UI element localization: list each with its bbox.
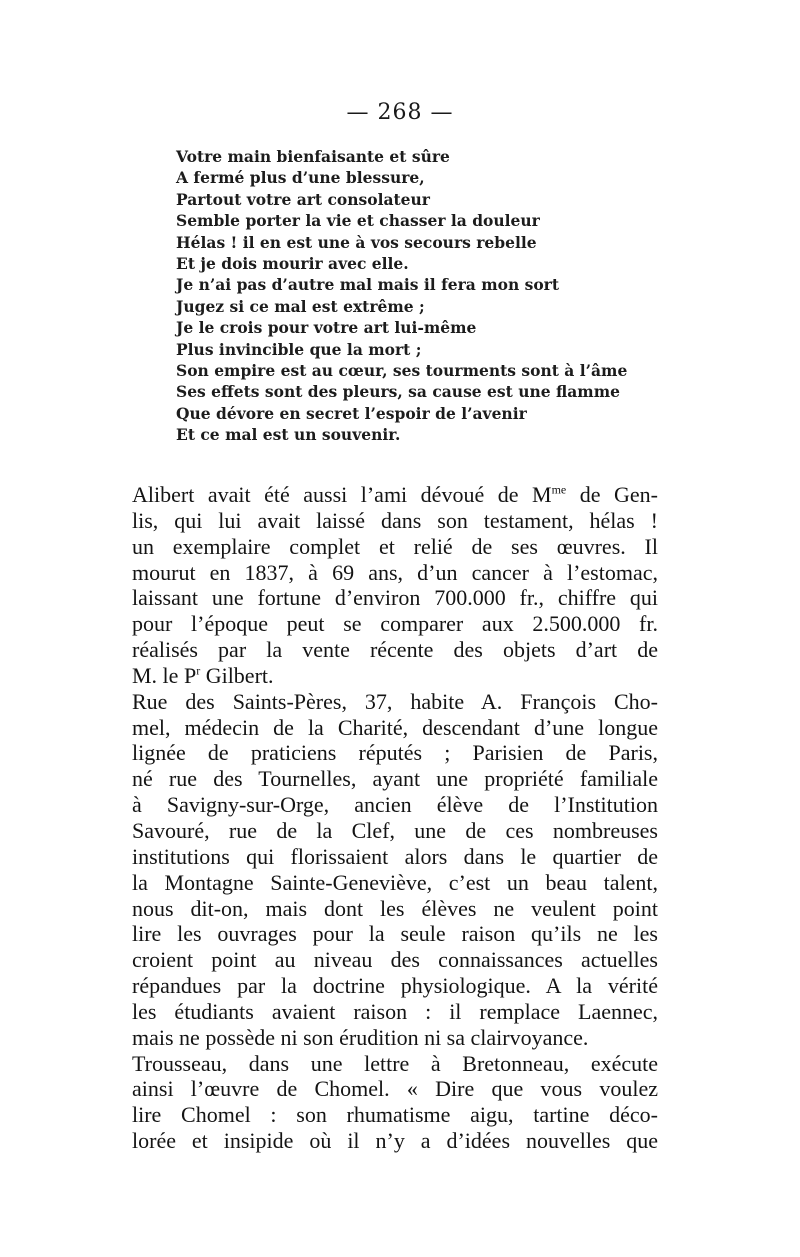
text-run: Gilbert. [200,662,274,688]
text-line: mourut en 1837, à 69 ans, d’un cancer à l’estomac, [132,559,658,585]
poem-line: Et je dois mourir avec elle. [176,254,409,274]
text-line: ainsi l’œuvre de Chomel. « Dire que vous voulez [132,1076,658,1102]
poem-line: Son empire est au cœur, ses tourments sont à l’âme [176,361,628,381]
poem [176,146,646,446]
poem-line: A fermé plus d’une blessure, [176,168,425,188]
text-line: lire Chomel : son rhumatisme aigu, tartine déco- [132,1102,658,1128]
text-run: M. le P [132,662,197,688]
text-line: répandues par la doctrine physiologique. A la vérité [132,973,658,999]
poem-line: Je n’ai pas d’autre mal mais il fera mon sort [176,275,560,295]
poem-line: Que dévore en secret l’espoir de l’avenir [176,403,527,423]
poem-line: Votre main bienfaisante et sûre [176,147,450,166]
text-line: les étudiants avaient raison : il remplace Laennec, [132,998,658,1024]
text-line: réalisés par la vente récente des objets d’art de [132,637,658,663]
text-line: lire les ouvrages pour la seule raison qu’ils ne les [132,921,658,947]
poem-line: Et ce mal est un souvenir. [176,425,401,445]
text-line: nous dit-on, mais dont les élèves ne veulent point [132,895,658,921]
text-line: lorée et insipide où il n’y a d’idées nouvelles que [132,1128,658,1154]
superscript: me [551,482,567,497]
text-run: de Gen- [566,482,658,507]
text-line: la Montagne Sainte-Geneviève, c’est un beau talent, [132,869,658,895]
text-line: institutions qui florissaient alors dans le quartier de [132,843,658,869]
text-line: mais ne possède ni son érudition ni sa clairvoyance. [132,1024,589,1050]
paragraph-trousseau [132,1051,658,1154]
prose-body [132,482,658,1154]
text-line: croient point au niveau des connaissances actuelles [132,947,658,973]
poem-line: Plus invincible que la mort ; [176,339,422,359]
text-line: Rue des Saints-Pères, 37, habite A. François Cho- [132,688,658,714]
text-line [132,482,658,508]
poem-line: Semble porter la vie et chasser la douleur [176,211,540,231]
superscript: r [196,663,201,678]
text-line [132,663,658,689]
poem-line: Partout votre art consolateur [176,189,430,209]
text-run: Alibert avait été aussi l’ami dévoué de M [132,482,552,507]
text-line: Savouré, rue de la Clef, une de ces nombreuses [132,817,658,843]
poem-line: Hélas ! il en est une à vos secours rebelle [176,232,537,252]
text-line: lis, qui lui avait laissé dans son testament, hélas ! [132,507,658,533]
paragraph-alibert [132,482,658,689]
text-line: pour l’époque peut se comparer aux 2.500.000 fr. [132,611,658,637]
text-line: lignée de praticiens réputés ; Parisien de Paris, [132,740,658,766]
paragraph-chomel [132,689,658,1051]
text-line: un exemplaire complet et relié de ses œuvres. Il [132,533,658,559]
text-line: à Savigny-sur-Orge, ancien élève de l’Institution [132,792,658,818]
page-number: — 268 — [346,100,454,125]
poem-line: Ses effets sont des pleurs, sa cause est une flamme [176,382,620,402]
text-line: laissant une fortune d’environ 700.000 fr., chiffre qui [132,585,658,611]
text-line: mel, médecin de la Charité, descendant d’une longue [132,714,658,740]
text-line: Trousseau, dans une lettre à Bretonneau, exécute [132,1050,658,1076]
poem-line: Jugez si ce mal est extrême ; [176,296,425,316]
poem-line: Je le crois pour votre art lui-même [176,318,477,338]
text-line: né rue des Tournelles, ayant une propriété familiale [132,766,658,792]
